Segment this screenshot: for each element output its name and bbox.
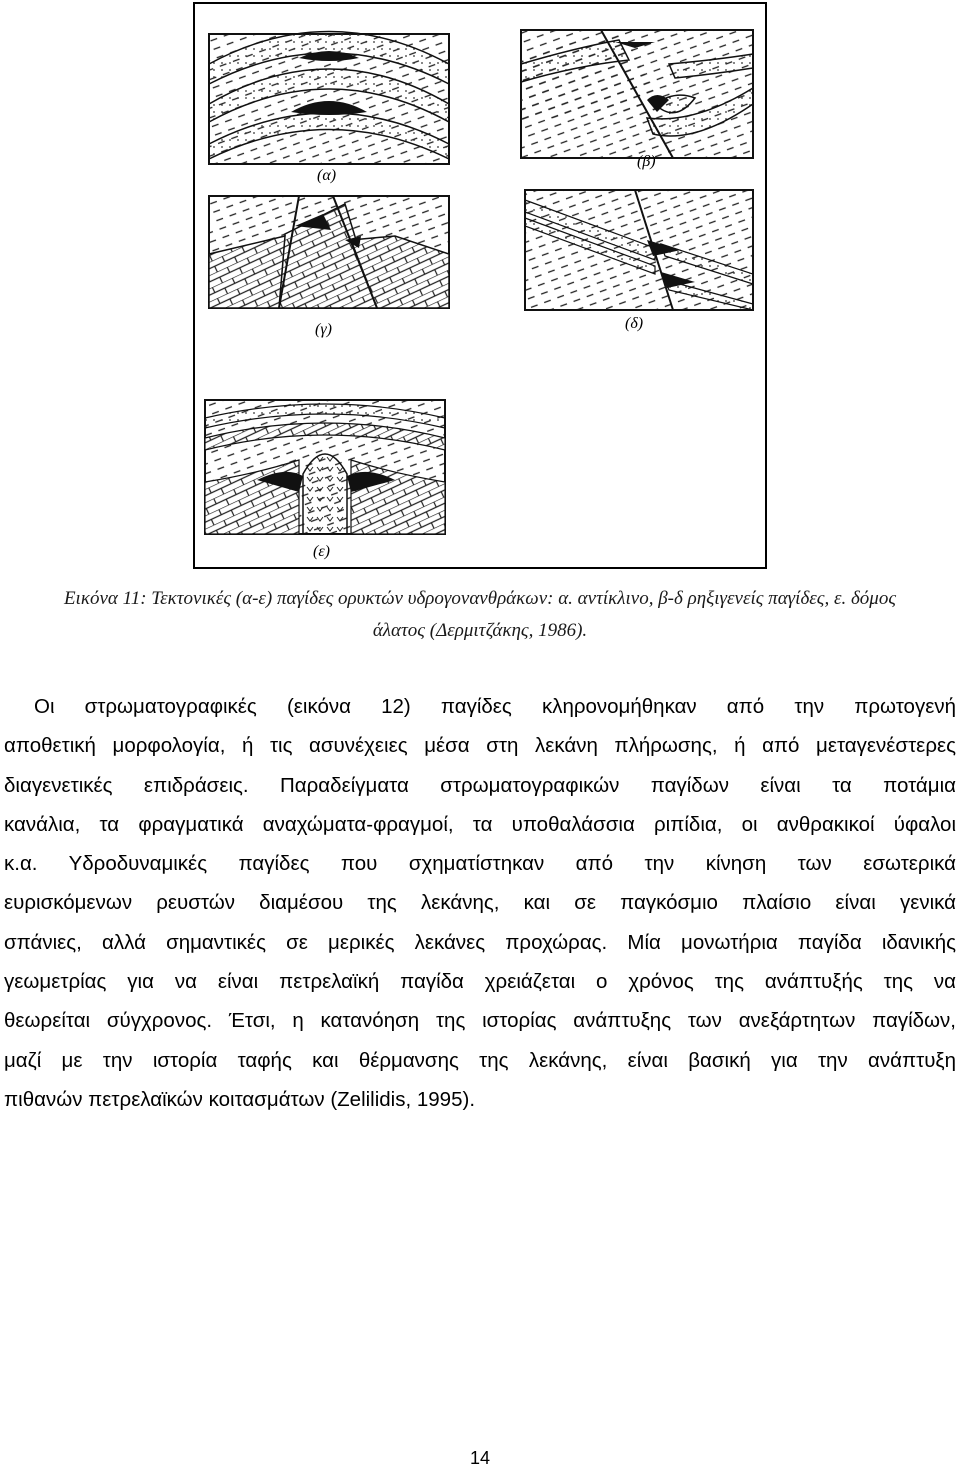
panel-d-tilted-fault: [525, 190, 753, 332]
panel-c-fault-block: [209, 196, 449, 338]
page-number: 14: [469, 1448, 491, 1468]
figure-caption-line-2: άλατος (Δερμιτζάκης, 1986).: [372, 620, 588, 641]
body-line: κ.α. Υδροδυναμικές παγίδες που σχηματίστηκαν από την κίνηση των εσωτερικά: [4, 852, 956, 876]
panel-label-c: (γ): [315, 321, 332, 338]
panel-b-fault: [521, 30, 753, 170]
figure-drawing: [195, 4, 765, 567]
figure-tectonic-traps: [193, 2, 767, 569]
body-line: μαζί με την ιστορία ταφής και θέρμανσης της λεκάνης, είναι βασική για την ανάπτυξη: [4, 1048, 956, 1072]
panel-label-e: (ε): [313, 543, 330, 560]
body-line: κανάλια, τα φραγματικά αναχώματα-φραγμοί, τα υποθαλάσσια ριπίδια, οι ανθρακικοί ύφαλοι: [4, 812, 956, 836]
panel-label-d: (δ): [625, 315, 644, 332]
panel-e-salt-dome: [205, 400, 445, 560]
body-line: θεωρείται σύγχρονος. Έτσι, η κατανόηση της ιστορίας ανάπτυξης των ανεξάρτητων παγίδων,: [4, 1009, 956, 1033]
panel-a-anticline: [209, 32, 449, 185]
body-line: διαγενετικές επιδράσεις. Παραδείγματα στρωματογραφικών παγίδων είναι τα ποτάμια: [4, 773, 956, 797]
panel-label-b: (β): [637, 153, 656, 170]
body-line: πιθανών πετρελαϊκών κοιτασμάτων (Zelilidis, 1995).: [4, 1087, 476, 1111]
body-line: ευρισκόμενων ρευστών διαμέσου της λεκάνης, και σε παγκόσμιο πλαίσιο είναι γενικά: [4, 891, 956, 915]
figure-caption-line-1: Εικόνα 11: Τεκτονικές (α-ε) παγίδες ορυκτών υδρογονανθράκων: α. αντίκλινο, β-δ ρηξιγενείς παγίδες, ε. δόμος: [63, 588, 897, 609]
body-line: σπάνιες, αλλά σημαντικές σε μερικές λεκάνες προχώρας. Μία μονωτήρια παγίδα ιδανικής: [4, 930, 956, 954]
body-line: Οι στρωματογραφικές (εικόνα 12) παγίδες κληρονομήθηκαν από την πρωτογενή: [34, 695, 956, 718]
body-paragraph: [4, 687, 956, 1119]
panel-label-a: (α): [317, 167, 337, 184]
body-line: αποθετική μορφολογία, ή τις ασυνέχειες μέσα στη λεκάνη πλήρωσης, ή από μεταγενέστερες: [4, 734, 956, 758]
body-line: γεωμετρίας για να είναι πετρελαϊκή παγίδα χρειάζεται ο χρόνος της ανάπτυξής της να: [4, 970, 956, 994]
